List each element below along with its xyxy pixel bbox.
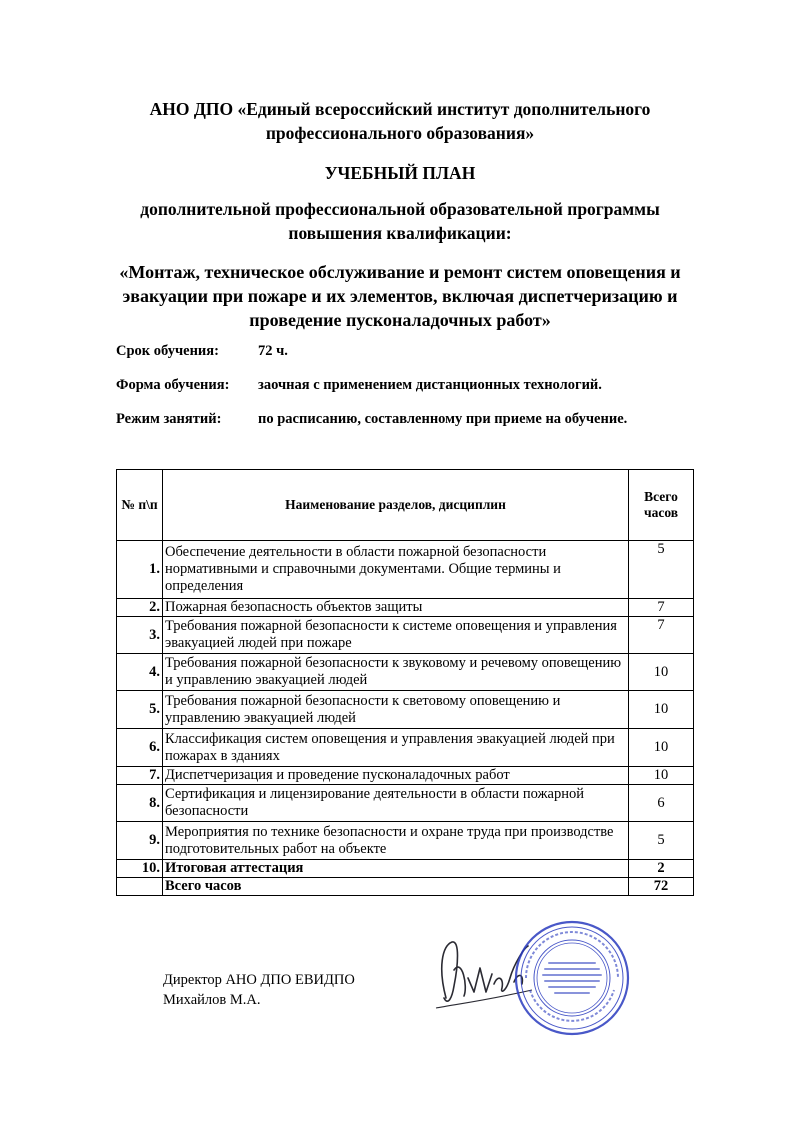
program-type-line-1: дополнительной профессиональной образовательной программы <box>140 199 660 219</box>
row-number: 8. <box>117 785 163 822</box>
study-form-value: заочная с применением дистанционных технологий. <box>258 377 602 393</box>
row-number: 1. <box>117 541 163 599</box>
row-name: Пожарная безопасность объектов защиты <box>163 599 629 617</box>
table-row <box>117 729 694 767</box>
table-row <box>117 617 694 654</box>
organization-stamp <box>512 918 632 1038</box>
document-title: УЧЕБНЫЙ ПЛАН <box>324 163 476 183</box>
row-hours: 10 <box>629 691 694 729</box>
organization-name-line-2: профессионального образования» <box>265 123 535 143</box>
table-row <box>117 654 694 691</box>
total-row <box>117 878 694 896</box>
study-form-row <box>116 377 602 394</box>
row-name: Диспетчеризация и проведение пусконаладочных работ <box>163 767 629 785</box>
row-hours: 2 <box>629 860 694 878</box>
row-number: 3. <box>117 617 163 654</box>
row-hours: 10 <box>629 767 694 785</box>
program-type-line-2: повышения квалификации: <box>288 223 512 243</box>
column-header-hours <box>629 470 694 541</box>
column-header-number: № п\п <box>117 470 163 541</box>
signature-block <box>163 970 355 1010</box>
course-title <box>90 260 710 332</box>
course-title-line-2: эвакуации при пожаре и их элементов, включая диспетчеризацию и <box>122 286 678 306</box>
row-number: 2. <box>117 599 163 617</box>
row-name: Мероприятия по технике безопасности и охране труда при производстве подготовительных работ на объекте <box>163 822 629 860</box>
study-mode-value: по расписанию, составленному при приеме на обучение. <box>258 411 628 427</box>
program-type <box>90 197 710 245</box>
row-number: 4. <box>117 654 163 691</box>
total-number-cell <box>117 878 163 896</box>
organization-name <box>100 97 700 145</box>
director-position: Директор АНО ДПО ЕВИДПО <box>163 972 355 988</box>
column-header-hours-line-1: Всего <box>644 489 678 504</box>
row-number: 7. <box>117 767 163 785</box>
curriculum-table <box>116 469 694 896</box>
director-name: Михайлов М.А. <box>163 992 261 1008</box>
total-value: 72 <box>629 878 694 896</box>
row-name: Требования пожарной безопасности к системе оповещения и управления эвакуацией людей при пожаре <box>163 617 629 654</box>
table-row <box>117 785 694 822</box>
table-row <box>117 599 694 617</box>
row-hours: 10 <box>629 729 694 767</box>
table-row <box>117 822 694 860</box>
study-mode-label: Режим занятий: <box>116 411 222 427</box>
row-name: Сертификация и лицензирование деятельности в области пожарной безопасности <box>163 785 629 822</box>
row-name: Требования пожарной безопасности к световому оповещению и управлению эвакуацией людей <box>163 691 629 729</box>
table-row <box>117 767 694 785</box>
row-number: 9. <box>117 822 163 860</box>
row-number: 5. <box>117 691 163 729</box>
organization-name-line-1: АНО ДПО «Единый всероссийский институт дополнительного <box>149 99 651 119</box>
row-hours: 10 <box>629 654 694 691</box>
column-header-hours-line-2: часов <box>643 505 679 520</box>
duration-label: Срок обучения: <box>116 343 219 359</box>
duration-value: 72 ч. <box>258 343 288 359</box>
study-form-label: Форма обучения: <box>116 377 230 393</box>
row-hours: 7 <box>629 599 694 617</box>
row-hours: 5 <box>629 822 694 860</box>
course-title-line-1: «Монтаж, техническое обслуживание и ремонт систем оповещения и <box>119 262 681 282</box>
duration-row <box>116 343 288 360</box>
study-mode-row <box>116 411 628 428</box>
column-header-name: Наименование разделов, дисциплин <box>163 470 629 541</box>
row-number: 6. <box>117 729 163 767</box>
row-number: 10. <box>117 860 163 878</box>
table-row <box>117 541 694 599</box>
row-name: Итоговая аттестация <box>163 860 629 878</box>
row-hours: 5 <box>629 541 694 599</box>
table-row <box>117 691 694 729</box>
row-hours: 7 <box>629 617 694 654</box>
row-hours: 6 <box>629 785 694 822</box>
row-name: Требования пожарной безопасности к звуковому и речевому оповещению и управлению эвакуацией людей <box>163 654 629 691</box>
total-label: Всего часов <box>163 878 629 896</box>
row-name: Классификация систем оповещения и управления эвакуацией людей при пожарах в зданиях <box>163 729 629 767</box>
row-name: Обеспечение деятельности в области пожарной безопасности нормативными и справочными документами. Общие термины и определения <box>163 541 629 599</box>
final-attestation-row <box>117 860 694 878</box>
table-header-row <box>117 470 694 541</box>
course-title-line-3: проведение пусконаладочных работ» <box>249 310 551 330</box>
